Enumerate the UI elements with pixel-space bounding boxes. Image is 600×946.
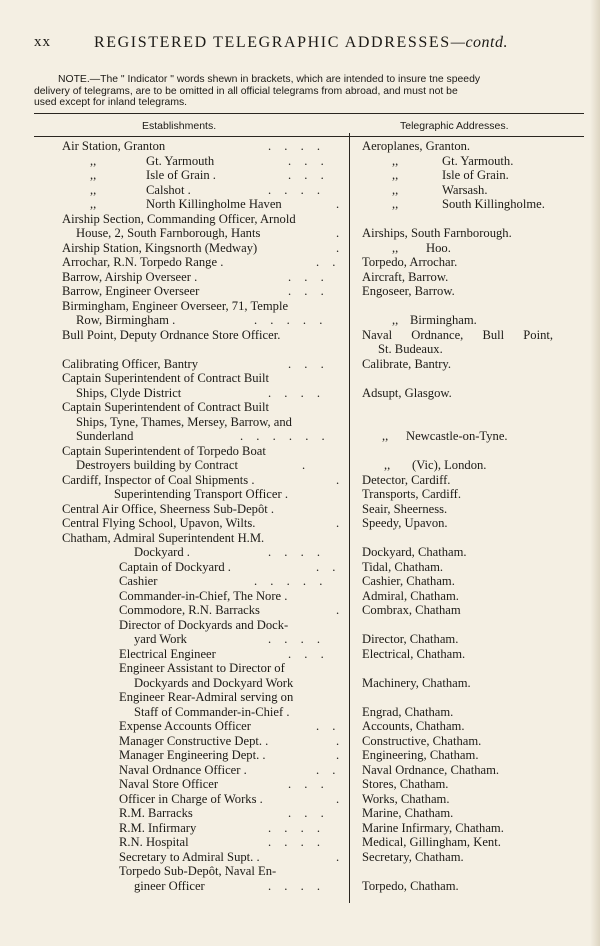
ditto-mark: ,, — [392, 197, 399, 211]
address: Newcastle-on-Tyne. — [406, 429, 508, 443]
address: Seair, Sheerness. — [362, 502, 448, 516]
column-header-addresses: Telegraphic Addresses. — [400, 120, 509, 132]
address: Cashier, Chatham. — [362, 574, 455, 588]
dot-leader: . . . — [288, 806, 329, 820]
title-text: REGISTERED TELEGRAPHIC ADDRESSES — [94, 34, 451, 51]
address: Hoo. — [426, 241, 451, 255]
dot-leader: . . . — [288, 284, 329, 298]
entry: Secretary to Admiral Supt. . — [119, 850, 260, 864]
entry: Captain Superintendent of Contract Built — [62, 400, 270, 414]
entry: Expense Accounts Officer — [119, 719, 251, 733]
address: Naval Ordnance, Chatham. — [362, 763, 500, 777]
entry: Electrical Engineer — [119, 647, 216, 661]
address: Engrad, Chatham. — [362, 705, 454, 719]
dot-leader: . . . . — [268, 139, 326, 153]
address: Combrax, Chatham — [362, 603, 461, 617]
ditto-mark: ,, — [384, 458, 391, 472]
running-header — [34, 34, 568, 56]
entry: Arrochar, R.N. Torpedo Range . — [62, 255, 224, 269]
address: Admiral, Chatham. — [362, 589, 459, 603]
address: Warsash. — [442, 183, 488, 197]
address: Stores, Chatham. — [362, 777, 449, 791]
dot-leader: . — [336, 792, 345, 806]
entry: Captain Superintendent of Torpedo Boat — [62, 444, 266, 458]
dot-leader: . . — [316, 719, 341, 733]
ditto-mark: ,, — [392, 241, 399, 255]
rule-header — [34, 136, 584, 137]
address: Torpedo, Chatham. — [362, 879, 459, 893]
ditto-mark: ,, — [392, 168, 399, 182]
dot-leader: . — [336, 850, 345, 864]
address: Machinery, Chatham. — [362, 676, 471, 690]
address: Medical, Gillingham, Kent. — [362, 835, 501, 849]
entry-continuation: Destroyers building by Contract — [76, 458, 238, 472]
dot-leader: . . . . — [268, 386, 326, 400]
entry: Commodore, R.N. Barracks — [119, 603, 260, 617]
ditto-mark: ,, — [392, 154, 399, 168]
dot-leader: . . . — [288, 357, 329, 371]
entry-continuation: Row, Birmingham . — [76, 313, 176, 327]
entry-continuation: Dockyard . — [134, 545, 190, 559]
dot-leader: . . . . — [268, 545, 326, 559]
note-paragraph — [34, 74, 584, 109]
rule-top — [34, 113, 584, 114]
entry: Director of Dockyards and Dock- — [119, 618, 289, 632]
entry: Naval Store Officer — [119, 777, 219, 791]
dot-leader: . . — [316, 763, 341, 777]
entry: Central Flying School, Upavon, Wilts. — [62, 516, 256, 530]
entry: North Killingholme Haven — [146, 197, 282, 211]
entry: Calshot . — [146, 183, 191, 197]
entry: Birmingham, Engineer Overseer, 71, Temple — [62, 299, 289, 313]
dot-leader: . . . . — [268, 821, 326, 835]
dot-leader: . — [336, 226, 345, 240]
address: Marine Infirmary, Chatham. — [362, 821, 504, 835]
ditto-mark: ,, — [392, 313, 399, 327]
entry: Officer in Charge of Works . — [119, 792, 263, 806]
address: Detector, Cardiff. — [362, 473, 451, 487]
address: Gt. Yarmouth. — [442, 154, 514, 168]
address: South Killingholme. — [442, 197, 545, 211]
dot-leader: . — [336, 473, 345, 487]
entry-continuation: Ships, Tyne, Thames, Mersey, Barrow, and — [76, 415, 292, 429]
dot-leader: . . . . . — [254, 574, 328, 588]
address: Engoseer, Barrow. — [362, 284, 455, 298]
ditto-mark: ,, — [90, 168, 97, 182]
dot-leader: . — [336, 241, 345, 255]
dot-leader: . . . — [288, 777, 329, 791]
address: Adsupt, Glasgow. — [362, 386, 452, 400]
entry: Cardiff, Inspector of Coal Shipments . — [62, 473, 255, 487]
note-line: delivery of telegrams, are to be omitted in all official telegrams from abroad, and must not be — [34, 85, 458, 97]
entry: Manager Constructive Dept. . — [119, 734, 269, 748]
entry: Central Air Office, Sheerness Sub-Depôt . — [62, 502, 275, 516]
entry: Captain of Dockyard . — [119, 560, 231, 574]
entry: R.M. Infirmary — [119, 821, 197, 835]
entry: Superintending Transport Officer . — [114, 487, 288, 501]
address-continuation: St. Budeaux. — [378, 342, 443, 356]
dot-leader: . — [336, 734, 345, 748]
entry: Airship Section, Commanding Officer, Arnold — [62, 212, 296, 226]
ditto-mark: ,, — [382, 429, 389, 443]
entry: R.N. Hospital — [119, 835, 189, 849]
page-number: xx — [34, 34, 51, 50]
title-suffix: —contd. — [450, 34, 508, 51]
dot-leader: . — [336, 197, 345, 211]
dot-leader: . . . — [288, 168, 329, 182]
address: Engineering, Chatham. — [362, 748, 479, 762]
entry-continuation: Sunderland — [76, 429, 134, 443]
column-divider — [349, 133, 350, 903]
address: Tidal, Chatham. — [362, 560, 444, 574]
page-title — [94, 34, 508, 52]
address: Isle of Grain. — [442, 168, 509, 182]
entry: Torpedo Sub-Depôt, Naval En- — [119, 864, 277, 878]
entry: Cashier — [119, 574, 158, 588]
dot-leader: . . . . — [268, 183, 326, 197]
entry: Captain Superintendent of Contract Built — [62, 371, 270, 385]
dot-leader: . . . — [288, 154, 329, 168]
entry: Bull Point, Deputy Ordnance Store Officer. — [62, 328, 281, 342]
dot-leader: . . — [316, 560, 341, 574]
address: Aeroplanes, Granton. — [362, 139, 471, 153]
entry: Calibrating Officer, Bantry — [62, 357, 199, 371]
dot-leader: . . . . . . — [240, 429, 330, 443]
entry-continuation: Dockyards and Dockyard Work — [134, 676, 294, 690]
entry-continuation: Ships, Clyde District — [76, 386, 182, 400]
column-header-establishments: Establishments. — [142, 120, 217, 132]
address: Naval Ordnance, Bull Point, — [362, 328, 554, 342]
address: Constructive, Chatham. — [362, 734, 482, 748]
address: (Vic), London. — [412, 458, 487, 472]
entry: Chatham, Admiral Superintendent H.M. — [62, 531, 265, 545]
entry: R.M. Barracks — [119, 806, 193, 820]
address: Speedy, Upavon. — [362, 516, 448, 530]
address: Airships, South Farnborough. — [362, 226, 512, 240]
ditto-mark: ,, — [90, 154, 97, 168]
address: Works, Chatham. — [362, 792, 450, 806]
dot-leader: . — [302, 458, 311, 472]
dot-leader: . . . . — [268, 835, 326, 849]
address: Secretary, Chatham. — [362, 850, 464, 864]
entry-continuation: gineer Officer — [134, 879, 205, 893]
entry: Air Station, Granton — [62, 139, 166, 153]
address: Torpedo, Arrochar. — [362, 255, 458, 269]
ditto-mark: ,, — [90, 197, 97, 211]
entry: Naval Ordnance Officer . — [119, 763, 247, 777]
entry-continuation: yard Work — [134, 632, 187, 646]
address: Dockyard, Chatham. — [362, 545, 467, 559]
address: Electrical, Chatham. — [362, 647, 466, 661]
entry-continuation: House, 2, South Farnborough, Hants — [76, 226, 261, 240]
page-edge-shadow — [590, 0, 600, 946]
dot-leader: . . . . . — [254, 313, 328, 327]
entry: Isle of Grain . — [146, 168, 216, 182]
address: Transports, Cardiff. — [362, 487, 462, 501]
dot-leader: . . — [316, 255, 341, 269]
entry: Engineer Rear-Admiral serving on — [119, 690, 294, 704]
note-line: used except for inland telegrams. — [34, 97, 188, 109]
dot-leader: . . . — [288, 270, 329, 284]
dot-leader: . . . — [288, 647, 329, 661]
address: Marine, Chatham. — [362, 806, 454, 820]
ditto-mark: ,, — [392, 183, 399, 197]
entry: Airship Station, Kingsnorth (Medway) — [62, 241, 258, 255]
entry: Gt. Yarmouth — [146, 154, 215, 168]
entry: Engineer Assistant to Director of — [119, 661, 285, 675]
entry: Manager Engineering Dept. . — [119, 748, 266, 762]
entry: Barrow, Airship Overseer . — [62, 270, 198, 284]
dot-leader: . . . . — [268, 632, 326, 646]
address: Aircraft, Barrow. — [362, 270, 449, 284]
ditto-mark: ,, — [90, 183, 97, 197]
address: Calibrate, Bantry. — [362, 357, 452, 371]
address: Accounts, Chatham. — [362, 719, 465, 733]
dot-leader: . . . . — [268, 879, 326, 893]
dot-leader: . — [336, 748, 345, 762]
address: Director, Chatham. — [362, 632, 459, 646]
address: Birmingham. — [410, 313, 477, 327]
note-line: NOTE.—The " Indicator " words shewn in brackets, which are intended to insure tne speedy — [58, 74, 481, 85]
dot-leader: . — [336, 516, 345, 530]
entry: Barrow, Engineer Overseer — [62, 284, 200, 298]
dot-leader: . — [336, 603, 345, 617]
entry: Commander-in-Chief, The Nore . — [119, 589, 288, 603]
entry-continuation: Staff of Commander-in-Chief . — [134, 705, 290, 719]
